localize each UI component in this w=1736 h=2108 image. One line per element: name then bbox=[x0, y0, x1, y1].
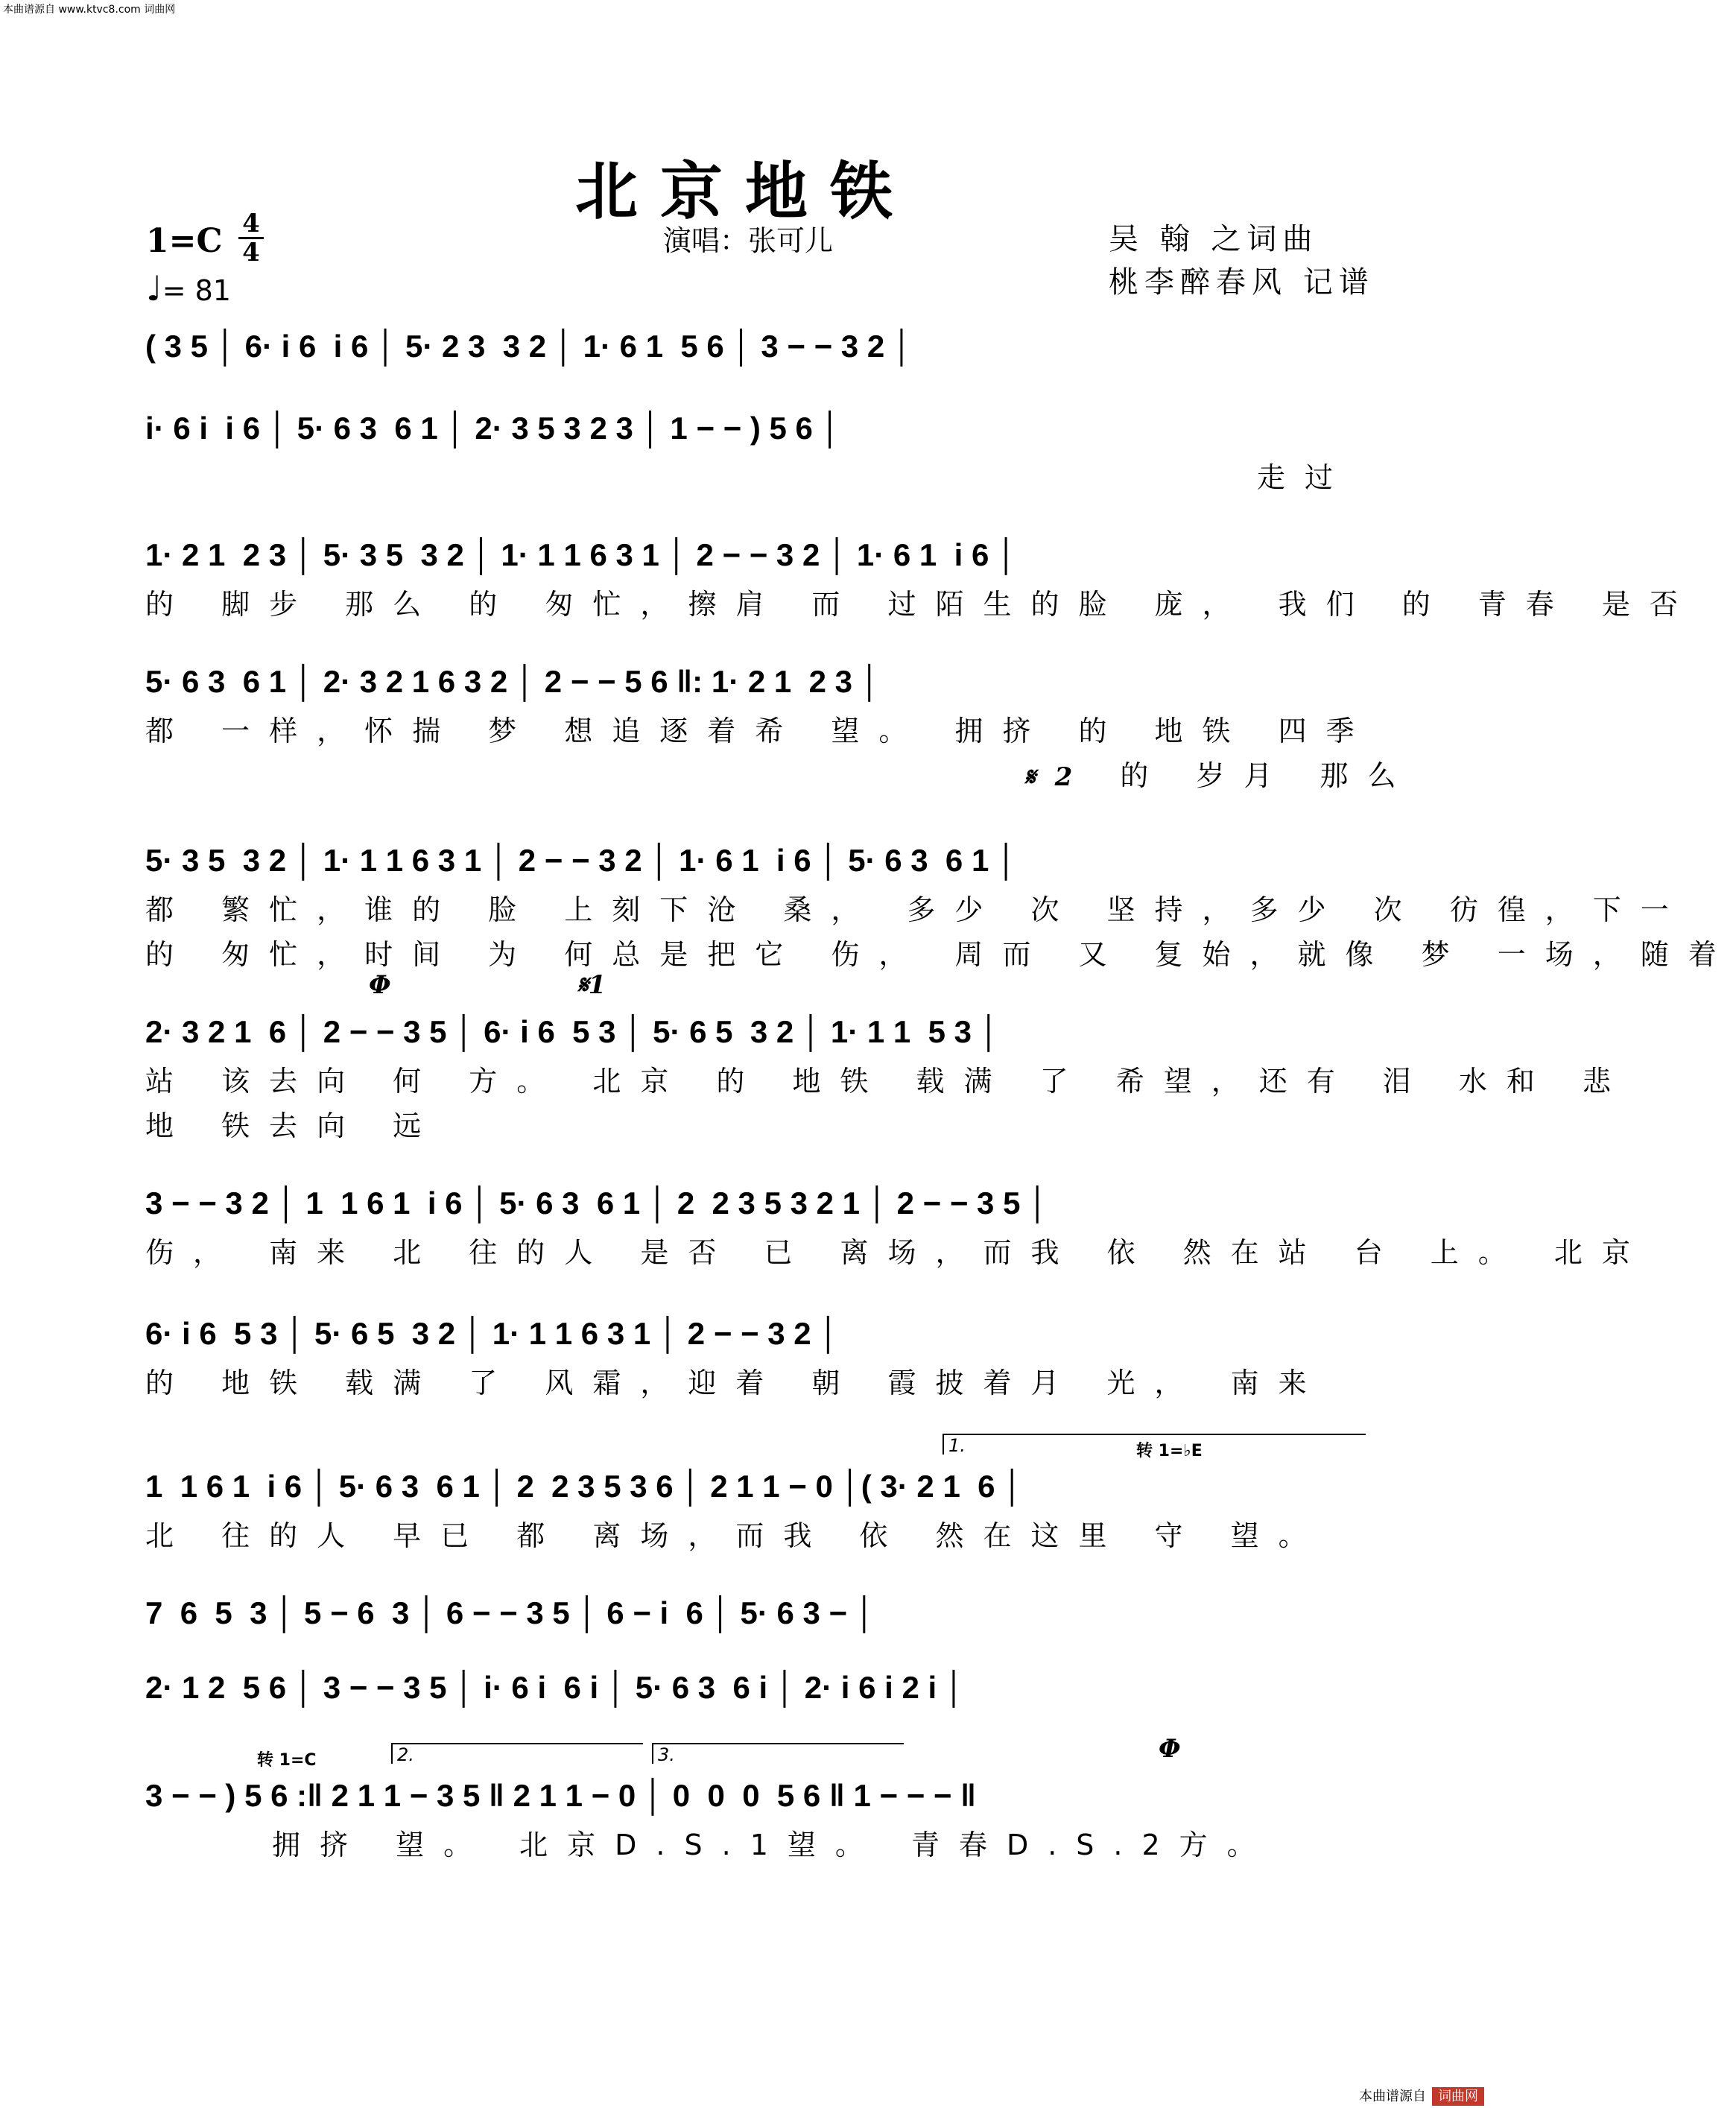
footer bbox=[1359, 2086, 1484, 2105]
notation-row: 5· 6 3 6 1 │ 2· 3 2 1 6 3 2 │ 2 − − 5 6 ‖: 1· 2 1 2 3 │ bbox=[145, 664, 881, 699]
notation-row: 7 6 5 3 │ 5 − 6 3 │ 6 − − 3 5 │ 6 − i 6 │ 5· 6 3 − │ bbox=[145, 1595, 875, 1630]
volta-3: 3. bbox=[652, 1743, 904, 1764]
modulation-eb: 转 1=♭E bbox=[1136, 1442, 1203, 1460]
notation-row: 2· 1 2 5 6 │ 3 − − 3 5 │ i· 6 i 6 i │ 5· 6 3 6 i │ 2· i 6 i 2 i │ bbox=[145, 1670, 966, 1705]
composer: 吴 翰 之词曲 bbox=[1109, 222, 1319, 256]
lyric-line-2: 的 匆忙，时间 为 何总是把它 伤， 周而 又 复始，就像 梦 一场，随着 bbox=[145, 938, 1736, 971]
segno-2-mark: 𝄋2 bbox=[1024, 762, 1092, 792]
system-7 bbox=[145, 1177, 1650, 1274]
transcriber: 桃李醉春风 记谱 bbox=[1109, 265, 1375, 300]
lyric-line: 拥挤 望。 北京D.S.1望。 青春D.S.2方。 bbox=[272, 1829, 1275, 1861]
notation-row: 3 − − ) 5 6 :‖ 2 1 1 − 3 5 ‖ 2 1 1 − 0 │ 0 0 0 5 6 ‖ 1 − − − ‖ bbox=[145, 1778, 977, 1813]
tempo-value: = 81 bbox=[162, 274, 231, 307]
volta-1: 1. bbox=[943, 1434, 1366, 1455]
lyric-line: 的 地铁 载满 了 风霜，迎着 朝 霞披着月 光， 南来 bbox=[145, 1367, 1326, 1399]
time-denominator: 4 bbox=[242, 238, 260, 268]
credits bbox=[1109, 218, 1375, 304]
volta-2: 2. bbox=[391, 1743, 643, 1764]
system-2 bbox=[145, 402, 1352, 499]
lyric-line: 伤， 南来 北 往的人 是否 已 离场，而我 依 然在站 台 上。 北京 bbox=[145, 1236, 1650, 1269]
lyric-line: 站 该去向 何 方。 北京 的 地铁 载满 了 希望，还有 泪 水和 悲 bbox=[145, 1065, 1630, 1098]
time-numerator: 4 bbox=[242, 209, 260, 238]
notation-row: 1 1 6 1 i 6 │ 5· 6 3 6 1 │ 2 2 3 5 3 6 │ 2 1 1 − 0 │( 3· 2 1 6 │ bbox=[145, 1469, 1024, 1504]
lyric-line-2: 地 铁去向 远 bbox=[145, 1110, 441, 1142]
lyric-line: 走过 bbox=[1256, 461, 1352, 494]
notation-row: ( 3 5 │ 6· i 6 i 6 │ 5· 2 3 3 2 │ 1· 6 1 5 6 │ 3 − − 3 2 │ bbox=[145, 329, 913, 364]
notation-row: i· 6 i i 6 │ 5· 6 3 6 1 │ 2· 3 5 3 2 3 │ 1 − − ) 5 6 │ bbox=[145, 411, 841, 446]
lyric-line-2: 的 岁月 那么 bbox=[1120, 759, 1416, 792]
time-signature bbox=[238, 210, 264, 266]
site-logo: 词曲网 bbox=[1432, 2087, 1484, 2106]
song-title: 北京地铁 bbox=[574, 154, 915, 228]
system-12 bbox=[145, 1734, 1352, 1867]
tempo bbox=[146, 268, 231, 308]
system-4 bbox=[145, 656, 1416, 797]
system-3 bbox=[145, 529, 1697, 626]
segno-1-mark: 𝄋1 bbox=[577, 970, 606, 1000]
notation-row: 3 − − 3 2 │ 1 1 6 1 i 6 │ 5· 6 3 6 1 │ 2 2 3 5 3 2 1 │ 2 − − 3 5 │ bbox=[145, 1186, 1049, 1221]
quarter-note-icon: ♩ bbox=[146, 268, 162, 308]
system-1 bbox=[145, 320, 1352, 373]
lyric-line: 都 一样，怀揣 梦 想追逐着希 望。 拥挤 的 地铁 四季 bbox=[145, 715, 1374, 747]
notation-row: 2· 3 2 1 6 │ 2 − − 3 5 │ 6· i 6 5 3 │ 5· 6 5 3 2 │ 1· 1 1 5 3 │ bbox=[145, 1014, 1000, 1049]
system-9 bbox=[145, 1435, 1352, 1557]
system-11 bbox=[145, 1662, 1352, 1714]
site-watermark-top: 本曲谱源自 www.ktvc8.com 词曲网 bbox=[3, 4, 176, 16]
lyric-line: 北 往的人 早已 都 离场，而我 依 然在这里 守 望。 bbox=[145, 1519, 1326, 1552]
key-signature: 1=C bbox=[146, 222, 223, 260]
footer-source: 本曲谱源自 bbox=[1359, 2089, 1426, 2104]
lyric-line: 都 繁忙，谁的 脸 上刻下沧 桑， 多少 次 坚持，多少 次 彷徨，下一 bbox=[145, 893, 1688, 926]
system-6 bbox=[145, 970, 1630, 1148]
modulation-c: 转 1=C bbox=[257, 1751, 317, 1770]
system-10 bbox=[145, 1587, 1352, 1639]
coda-icon: Φ bbox=[369, 970, 391, 1000]
notation-row: 5· 3 5 3 2 │ 1· 1 1 6 3 1 │ 2 − − 3 2 │ 1· 6 1 i 6 │ 5· 6 3 6 1 │ bbox=[145, 843, 1018, 878]
coda-icon: Φ bbox=[1159, 1734, 1181, 1764]
notation-row: 6· i 6 5 3 │ 5· 6 5 3 2 │ 1· 1 1 6 3 1 │ 2 − − 3 2 │ bbox=[145, 1316, 840, 1351]
system-8 bbox=[145, 1308, 1352, 1405]
notation-row: 1· 2 1 2 3 │ 5· 3 5 3 2 │ 1· 1 1 6 3 1 │ 2 − − 3 2 │ 1· 6 1 i 6 │ bbox=[145, 537, 1018, 572]
lyric-line: 的 脚步 那么 的 匆忙，擦肩 而 过陌生的脸 庞， 我们 的 青春 是否 bbox=[145, 588, 1697, 621]
system-5 bbox=[145, 835, 1736, 976]
singer: 演唱：张可儿 bbox=[663, 224, 834, 257]
